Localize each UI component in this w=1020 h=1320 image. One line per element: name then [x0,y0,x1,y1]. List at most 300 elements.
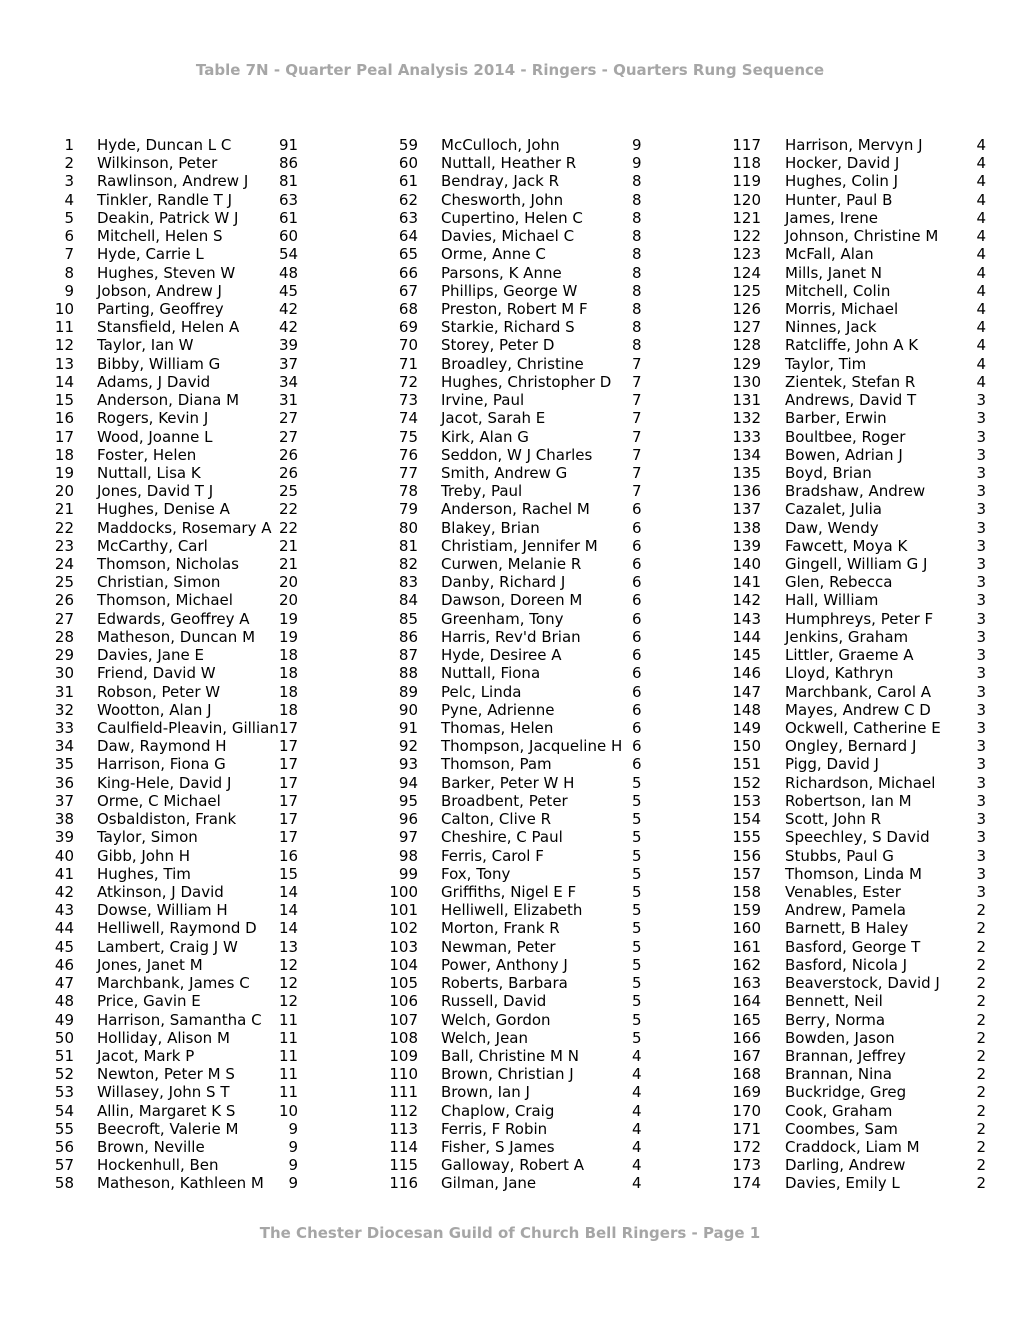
rank-number: 5 [64,208,74,227]
ringer-name: Russell, David [441,992,547,1011]
quarters-count: 4 [976,281,986,300]
rank-number: 145 [732,646,761,665]
ringer-name: Ongley, Bernard J [785,737,917,756]
ringer-name: Griffiths, Nigel E F [441,882,577,901]
ringer-name: Allin, Margaret K S [97,1101,236,1120]
ringer-row [330,792,690,810]
ringer-name: Bowden, Jason [785,1028,895,1047]
rank-number: 148 [732,700,761,719]
ringer-row [330,828,690,846]
ringer-row [0,938,330,956]
quarters-count: 4 [632,1174,642,1193]
ringer-name: Foster, Helen [97,445,197,464]
ringer-name: Storey, Peter D [441,336,555,355]
ringer-row [0,719,330,737]
ringer-row [0,428,330,446]
ringer-name: Deakin, Patrick W J [97,208,239,227]
quarters-count: 5 [632,974,642,993]
ringer-row [0,500,330,518]
ringer-row [0,1029,330,1047]
ringer-name: Mills, Janet N [785,263,883,282]
ringer-row [0,336,330,354]
rank-number: 87 [398,646,418,665]
rank-number: 72 [398,372,418,391]
rank-number: 117 [732,136,761,154]
quarters-count: 2 [976,1119,986,1138]
ringer-name: Thomson, Michael [97,591,233,610]
rank-number: 153 [732,791,761,810]
rank-number: 39 [54,828,74,847]
quarters-count: 6 [632,700,642,719]
ringer-name: Pelc, Linda [441,682,522,701]
ringer-row [690,901,1020,919]
ringer-row [690,264,1020,282]
rank-number: 78 [398,482,418,501]
ringer-row [330,537,690,555]
quarters-count: 63 [279,190,299,209]
quarters-count: 5 [632,882,642,901]
rank-number: 152 [732,773,761,792]
quarters-count: 34 [279,372,299,391]
quarters-count: 4 [632,1101,642,1120]
rank-number: 8 [64,263,74,282]
ringer-row [690,519,1020,537]
quarters-count: 7 [632,354,642,373]
ringer-name: Treby, Paul [441,482,523,501]
quarters-count: 4 [976,227,986,246]
ringer-row [690,355,1020,373]
rank-number: 142 [732,591,761,610]
rank-number: 167 [732,1046,761,1065]
ringer-name: James, Irene [785,208,879,227]
ringer-row [330,1065,690,1083]
quarters-count: 5 [632,901,642,920]
quarters-count: 27 [279,427,299,446]
quarters-count: 6 [632,646,642,665]
ringer-row [0,1156,330,1174]
quarters-count: 17 [279,737,299,756]
ringer-row [690,992,1020,1010]
quarters-count: 8 [632,336,642,355]
quarters-count: 6 [632,555,642,574]
ringer-row [690,1047,1020,1065]
quarters-count: 2 [976,937,986,956]
rank-number: 121 [732,208,761,227]
quarters-count: 48 [279,263,299,282]
ringer-name: Hyde, Duncan L C [97,136,232,154]
rank-number: 144 [732,627,761,646]
rank-number: 97 [398,828,418,847]
ringer-name: Parting, Geoffrey [97,299,224,318]
ringer-name: McCulloch, John [441,136,560,154]
ringer-row [690,428,1020,446]
ringer-name: Thomas, Helen [441,719,554,737]
ringer-row [330,264,690,282]
rank-number: 28 [54,627,74,646]
ringer-name: Atkinson, J David [97,882,224,901]
rank-number: 71 [398,354,418,373]
ringer-row [330,172,690,190]
ringer-name: Taylor, Tim [785,354,867,373]
quarters-count: 3 [976,864,986,883]
ringer-row [330,1083,690,1101]
ringer-row [0,737,330,755]
quarters-count: 12 [279,974,299,993]
ringer-row [0,172,330,190]
ringer-name: Matheson, Duncan M [97,627,256,646]
rank-number: 29 [54,646,74,665]
ringer-name: Lloyd, Kathryn [785,664,894,683]
quarters-count: 60 [279,227,299,246]
quarters-count: 3 [976,773,986,792]
ringer-row [330,245,690,263]
rank-number: 85 [398,609,418,628]
ringer-name: Brannan, Jeffrey [785,1046,906,1065]
ringer-row [0,1138,330,1156]
ringer-name: Calton, Clive R [441,810,552,829]
ringer-name: Zientek, Stefan R [785,372,916,391]
quarters-count: 3 [976,828,986,847]
ringer-name: Morris, Michael [785,299,899,318]
ringer-row [330,282,690,300]
ringer-name: Danby, Richard J [441,573,566,592]
quarters-count: 3 [976,627,986,646]
ringer-name: Hughes, Denise A [97,500,230,519]
quarters-count: 3 [976,409,986,428]
rank-number: 83 [398,573,418,592]
quarters-count: 6 [632,755,642,774]
ringer-row [690,500,1020,518]
rank-number: 151 [732,755,761,774]
ringer-name: Phillips, George W [441,281,578,300]
ringer-row [0,264,330,282]
ringer-row [330,136,690,154]
ringer-name: Barnett, B Haley [785,919,909,938]
ringer-name: Marchbank, James C [97,974,250,993]
ringer-name: Craddock, Liam M [785,1138,920,1157]
ringer-name: Power, Anthony J [441,955,568,974]
ringer-row [330,1156,690,1174]
ringer-name: Smith, Andrew G [441,463,568,482]
ringer-row [330,154,690,172]
ringer-row [330,847,690,865]
ringer-name: Boyd, Brian [785,463,872,482]
quarters-count: 2 [976,901,986,920]
quarters-count: 3 [976,682,986,701]
ringer-row [690,1011,1020,1029]
rank-number: 155 [732,828,761,847]
ringer-row [0,810,330,828]
rank-number: 92 [398,737,418,756]
ringer-row [690,701,1020,719]
quarters-count: 5 [632,955,642,974]
rank-number: 150 [732,737,761,756]
quarters-count: 3 [976,646,986,665]
ringer-row [330,901,690,919]
rank-number: 25 [54,573,74,592]
rank-number: 131 [732,391,761,410]
rank-number: 79 [398,500,418,519]
ringer-row [690,810,1020,828]
ringer-name: Chesworth, John [441,190,564,209]
rank-number: 109 [389,1046,418,1065]
rank-number: 129 [732,354,761,373]
ringer-row [690,245,1020,263]
ringer-row [0,154,330,172]
rank-number: 138 [732,518,761,537]
rank-number: 99 [398,864,418,883]
ringer-name: Newton, Peter M S [97,1065,235,1084]
rank-number: 125 [732,281,761,300]
ringer-row [690,573,1020,591]
ringer-row [0,409,330,427]
ringer-row [690,409,1020,427]
ringer-name: Hocker, David J [785,154,900,173]
quarters-count: 3 [976,700,986,719]
quarters-count: 17 [279,755,299,774]
ringer-name: Beecroft, Valerie M [97,1119,239,1138]
ringer-row [0,792,330,810]
quarters-count: 4 [976,263,986,282]
quarters-count: 17 [279,810,299,829]
rank-number: 111 [389,1083,418,1102]
quarters-count: 3 [976,791,986,810]
ringer-column-1 [0,136,330,1193]
rank-number: 168 [732,1065,761,1084]
rank-number: 103 [389,937,418,956]
ringer-name: Basford, Nicola J [785,955,908,974]
ringer-name: McCarthy, Carl [97,536,208,555]
quarters-count: 18 [279,682,299,701]
ringer-row [690,191,1020,209]
ringer-row [330,737,690,755]
ringer-row [0,883,330,901]
rank-number: 82 [398,555,418,574]
ringer-name: Brown, Neville [97,1138,205,1157]
rank-number: 40 [54,846,74,865]
ringer-row [330,1011,690,1029]
quarters-count: 4 [976,172,986,191]
ringer-name: Taylor, Ian W [97,336,194,355]
ringer-row [330,391,690,409]
ringer-row [690,664,1020,682]
ringer-name: Mitchell, Colin [785,281,891,300]
ringer-row [330,810,690,828]
quarters-count: 4 [976,208,986,227]
ringer-name: Bradshaw, Andrew [785,482,926,501]
quarters-count: 11 [279,1046,299,1065]
rank-number: 43 [54,901,74,920]
ringer-row [0,318,330,336]
quarters-count: 4 [632,1119,642,1138]
ringer-row [690,446,1020,464]
ringer-name: Curwen, Melanie R [441,555,582,574]
ringer-row [690,227,1020,245]
ringer-name: Harrison, Fiona G [97,755,226,774]
quarters-count: 6 [632,518,642,537]
rank-number: 65 [398,245,418,264]
quarters-count: 17 [279,828,299,847]
ringer-row [0,847,330,865]
ringer-name: Dowse, William H [97,901,228,920]
quarters-count: 9 [288,1156,298,1175]
rank-number: 94 [398,773,418,792]
ringer-row [690,537,1020,555]
rank-number: 48 [54,992,74,1011]
ringer-name: Bowen, Adrian J [785,445,903,464]
ringer-name: Ratcliffe, John A K [785,336,919,355]
quarters-count: 12 [279,992,299,1011]
quarters-count: 11 [279,1065,299,1084]
quarters-count: 7 [632,445,642,464]
ringer-name: Newman, Peter [441,937,556,956]
ringer-row [0,755,330,773]
ringer-name: Brown, Christian J [441,1065,574,1084]
rank-number: 107 [389,1010,418,1029]
ringer-row [0,136,330,154]
rank-number: 156 [732,846,761,865]
ringer-row [690,774,1020,792]
rank-number: 1 [64,136,74,154]
rank-number: 34 [54,737,74,756]
ringer-name: McFall, Alan [785,245,874,264]
ringer-row [330,1029,690,1047]
rank-number: 86 [398,627,418,646]
ringer-name: Jacot, Sarah E [441,409,546,428]
quarters-count: 26 [279,445,299,464]
rank-number: 146 [732,664,761,683]
ringer-row [330,500,690,518]
rank-number: 26 [54,591,74,610]
ringer-name: Harrison, Samantha C [97,1010,262,1029]
rank-number: 89 [398,682,418,701]
rank-number: 15 [54,391,74,410]
rank-number: 123 [732,245,761,264]
ringer-row [0,828,330,846]
quarters-count: 81 [279,172,299,191]
ringer-row [690,646,1020,664]
ringer-row [330,701,690,719]
ringer-row [690,919,1020,937]
ringer-name: Chaplow, Craig [441,1101,555,1120]
rank-number: 149 [732,719,761,737]
ringer-row [330,573,690,591]
rank-number: 74 [398,409,418,428]
ringer-row [690,136,1020,154]
rank-number: 88 [398,664,418,683]
quarters-count: 42 [279,318,299,337]
rank-number: 100 [389,882,418,901]
quarters-count: 9 [632,136,642,154]
ringer-name: Nuttall, Lisa K [97,463,201,482]
ringer-name: Wootton, Alan J [97,700,212,719]
ringer-name: Robertson, Ian M [785,791,912,810]
quarters-count: 3 [976,810,986,829]
ringer-name: Wood, Joanne L [97,427,213,446]
ringer-row [690,1065,1020,1083]
quarters-count: 18 [279,664,299,683]
ringer-row [690,464,1020,482]
ringer-row [330,300,690,318]
rank-number: 159 [732,901,761,920]
ringer-row [330,591,690,609]
ringer-name: Buckridge, Greg [785,1083,907,1102]
quarters-count: 18 [279,700,299,719]
ringer-name: Ball, Christine M N [441,1046,579,1065]
ringer-name: Beaverstock, David J [785,974,940,993]
ringer-name: Johnson, Christine M [785,227,939,246]
ringer-name: Morton, Frank R [441,919,560,938]
ringer-name: Blakey, Brian [441,518,540,537]
ringer-name: Ninnes, Jack [785,318,877,337]
rank-number: 112 [389,1101,418,1120]
rank-number: 9 [64,281,74,300]
quarters-count: 3 [976,500,986,519]
ringer-name: Helliwell, Raymond D [97,919,257,938]
rank-number: 139 [732,536,761,555]
ringer-row [0,974,330,992]
ringer-name: Pigg, David J [785,755,879,774]
rank-number: 22 [54,518,74,537]
rank-number: 19 [54,463,74,482]
quarters-count: 15 [279,864,299,883]
rank-number: 160 [732,919,761,938]
rank-number: 33 [54,719,74,737]
ringer-name: Nuttall, Fiona [441,664,541,683]
ringer-name: Hughes, Steven W [97,263,236,282]
rank-number: 124 [732,263,761,282]
quarters-count: 3 [976,591,986,610]
rank-number: 62 [398,190,418,209]
ringer-name: Ferris, F Robin [441,1119,548,1138]
quarters-count: 2 [976,1046,986,1065]
quarters-count: 45 [279,281,299,300]
ringer-row [0,391,330,409]
ringer-name: Andrews, David T [785,391,917,410]
rank-number: 14 [54,372,74,391]
rank-number: 24 [54,555,74,574]
ringer-row [690,555,1020,573]
ringer-name: Daw, Wendy [785,518,879,537]
quarters-count: 5 [632,1028,642,1047]
quarters-count: 5 [632,773,642,792]
ringer-name: Barber, Erwin [785,409,887,428]
quarters-count: 6 [632,536,642,555]
quarters-count: 4 [632,1065,642,1084]
quarters-count: 3 [976,882,986,901]
rank-number: 17 [54,427,74,446]
ringer-row [0,1102,330,1120]
ringer-name: Brannan, Nina [785,1065,892,1084]
ringer-name: Gibb, John H [97,846,191,865]
rank-number: 128 [732,336,761,355]
quarters-count: 5 [632,846,642,865]
quarters-count: 20 [279,591,299,610]
rank-number: 104 [389,955,418,974]
ringer-row [690,154,1020,172]
ringer-row [690,1174,1020,1192]
quarters-count: 21 [279,536,299,555]
ringer-row [0,537,330,555]
ringer-row [330,227,690,245]
quarters-count: 4 [632,1138,642,1157]
rank-number: 37 [54,791,74,810]
rank-number: 158 [732,882,761,901]
ringer-row [690,828,1020,846]
rank-number: 120 [732,190,761,209]
quarters-count: 5 [632,1010,642,1029]
rank-number: 122 [732,227,761,246]
